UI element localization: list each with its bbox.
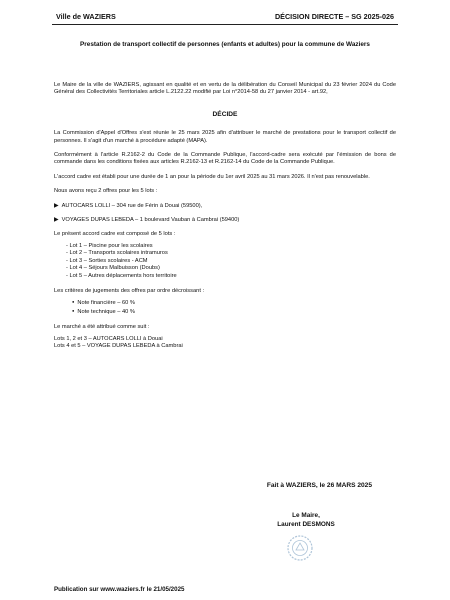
lots-intro: Le présent accord cadre est composé de 5 lots :: [54, 231, 176, 238]
critere-text: Note financière – 60 %: [77, 300, 135, 307]
commission-paragraph: La Commission d'Appel d'Offres s'est réunie le 25 mars 2025 afin d'attribuer le marché de prestations pour le transport collectif de personnes. Il s'agit d'un marché à procédure adapté (MAPA).: [54, 130, 396, 144]
criteres-intro: Les critères de jugements des offres par ordre décroissant :: [54, 287, 205, 294]
signature-block: [250, 512, 362, 529]
offres-intro: Nous avons reçu 2 offres pour les 5 lots :: [54, 188, 158, 195]
lot-item: - Lot 1 – Piscine pour les scolaires: [66, 242, 153, 249]
right-triangle-icon: ▶: [54, 202, 59, 209]
signature-role: Le Maire,: [292, 512, 320, 519]
offre-item: [54, 203, 396, 210]
lots-list: [54, 243, 396, 280]
offre-item: [54, 217, 396, 224]
official-seal-icon: [286, 534, 314, 562]
offre-text: VOYAGES DUPAS LEBEDA – 1 boulevard Vauban à Cambrai (59400): [61, 217, 240, 224]
attribution-line: Lots 1, 2 et 3 – AUTOCARS LOLLI à Douai: [54, 335, 163, 342]
document-title: Prestation de transport collectif de personnes (enfants et adultes) pour la commune de Waziers: [80, 41, 370, 48]
attribution-line: Lots 4 et 5 – VOYAGE DUPAS LEBEDA à Cambrai: [54, 342, 183, 349]
right-triangle-icon: ▶: [54, 217, 59, 224]
lot-item: - Lot 4 – Séjours Malbuisson (Doubs): [66, 265, 160, 272]
fait-a-line: Fait à WAZIERS, le 26 MARS 2025: [266, 482, 372, 489]
document-body: [54, 82, 396, 350]
duree-paragraph: L'accord cadre est établi pour une durée de 1 an pour la période du 1er avril 2025 au 31 mars 2026. Il n'est pas renouvelable.: [54, 173, 370, 180]
criteres-list: [54, 299, 396, 316]
offre-text: AUTOCARS LOLLI – 304 rue de Férin à Douai (59500),: [61, 202, 203, 209]
lot-item: - Lot 3 – Sorties scolaires - ACM: [66, 257, 148, 264]
attribution-intro: Le marché a été attribué comme suit :: [54, 324, 150, 331]
conformement-paragraph: Conformément à l'article R.2162-2 du Code de la Commande Publique, l'accord-cadre sera exécuté par l'émission de bons de commande dans les conditions fixées aux articles R.2162-13 et R.2162-14 du Code de la Commande Publique.: [54, 152, 396, 166]
critere-text: Note technique – 40 %: [77, 308, 135, 315]
intro-paragraph: Le Maire de la ville de WAZIERS, agissant en qualité et en vertu de la délibération du Conseil Municipal du 23 février 2024 du Code Général des Collectivités Territoriales article L.2122.22 modifié par Loi n°2014-58 du 27 janvier 2014 - art.92,: [54, 82, 396, 96]
lot-item: - Lot 2 – Transports scolaires intramuros: [66, 250, 168, 257]
critere-item: [72, 299, 396, 307]
header-decision-number: DÉCISION DIRECTE – SG 2025-026: [274, 12, 394, 21]
publication-footer: Publication sur www.waziers.fr le 21/05/2025: [54, 586, 185, 593]
header-city: Ville de WAZIERS: [56, 12, 116, 21]
header-rule: [52, 24, 398, 25]
lot-item: - Lot 5 – Autres déplacements hors territoire: [66, 272, 177, 279]
critere-item: [72, 308, 396, 316]
decide-heading: DÉCIDE: [212, 110, 238, 118]
signature-name: Laurent DESMONS: [277, 520, 335, 528]
